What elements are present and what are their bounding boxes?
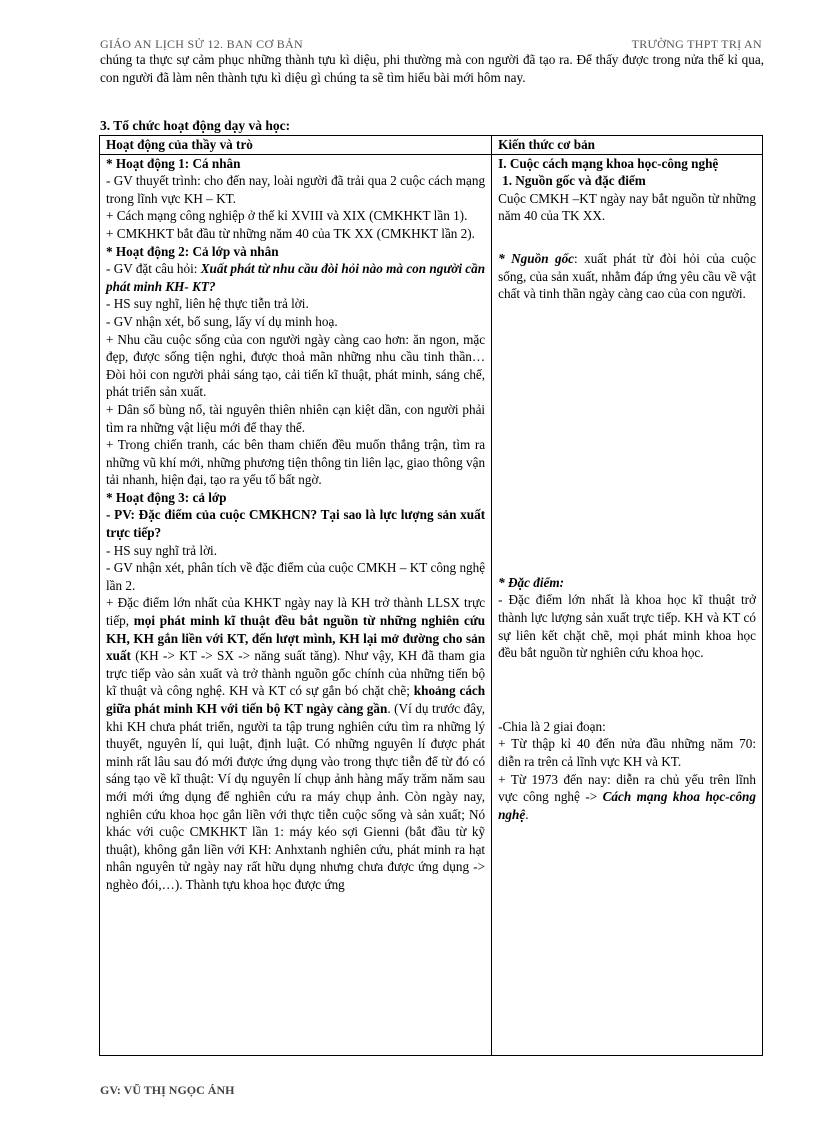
spacer — [498, 225, 756, 250]
activity-3-question: - PV: Đặc điểm của cuộc CMKHCN? Tại sao là lực lượng sản xuất trực tiếp? — [106, 507, 486, 541]
knowledge-title: I. Cuộc cách mạng khoa học-công nghệ — [498, 155, 719, 171]
section-title: 3. Tổ chức hoạt động dạy và học: — [100, 118, 291, 133]
activity-2-text: + Nhu cầu cuộc sống của con người ngày càng cao hơn: ăn ngon, mặc đẹp, được sống tiện nghi, được thoả mãn những nhu cầu tinh thần… Đòi hỏi con người phải sáng tạo, cải tiến kĩ thuật, phát minh, sáng chế, phát triển sản xuất. — [106, 331, 486, 400]
activity-3-title: * Hoạt động 3: cả lớp — [106, 489, 227, 505]
lesson-table — [99, 135, 763, 1056]
activities-cell — [100, 154, 492, 1055]
knowledge-subtitle: 1. Nguồn gốc và đặc điểm — [502, 173, 646, 189]
stage-2-end: . — [525, 806, 529, 822]
activity-2-question — [106, 260, 485, 295]
stages-intro: -Chia là 2 giai đoạn: — [498, 718, 606, 734]
question-prefix: - GV đặt câu hỏi: — [106, 261, 201, 277]
header-left: GIÁO AN LỊCH SỬ 12. BAN CƠ BẢN — [100, 37, 303, 51]
activity-3-text: - GV nhận xét, phân tích về đặc điểm của cuộc CMKH – KT công nghệ lần 2. — [106, 560, 486, 593]
stage-2 — [498, 771, 756, 824]
activity-1-text: + CMKHKT bắt đầu từ những năm 40 của TK XX (CMKHKT lần 2). — [106, 225, 475, 241]
intro-paragraph: chúng ta thực sự cảm phục những thành tựu kì diệu, phi thường mà con người đã tạo ra. Để thấy được trong nửa thế kỉ qua, con người đã làm nên thành tựu kì diệu gì chúng ta sẽ tìm hiểu bài mới hôm nay. — [100, 52, 764, 85]
activity-2-text: + Trong chiến tranh, các bên tham chiến đều muốn thắng trận, tìm ra những vũ khí mới, những phương tiện thông tin liên lạc, giao thông vận tải nhanh, hiện đại, tạo ra yếu tố bất ngờ. — [106, 437, 486, 488]
feature-label: * Đặc điểm: — [498, 574, 565, 590]
activity-2-text: + Dân số bùng nổ, tài nguyên thiên nhiên cạn kiệt dần, con người phải tìm ra những vật liệu mới để thay thế. — [106, 401, 486, 435]
stage-1: + Từ thập kỉ 40 đến nửa đầu những năm 70: diễn ra trên cả lĩnh vực KH và KT. — [498, 736, 756, 769]
table-body-row — [100, 154, 763, 1055]
activity-3-text: - HS suy nghĩ trả lời. — [106, 542, 218, 558]
activity-1-text: + Cách mạng công nghiệp ở thế kỉ XVIII và XIX (CMKHKT lần 1). — [106, 208, 468, 224]
stage-2-emphasis: Cách mạng khoa học-công nghệ — [498, 789, 756, 822]
activity-1-text: - GV thuyết trình: cho đến nay, loài người đã trải qua 2 cuộc cách mạng trong lĩnh vực KH – KT. — [106, 173, 486, 206]
feature-text: - Đặc điểm lớn nhất là khoa học kĩ thuật trở thành lực lượng sản xuất trực tiếp. KH và KT có sự liên kết chặt chẽ, mọi phát minh khoa học đều bắt nguồn từ nghiên cứu khoa học. — [498, 592, 756, 661]
activity-3-analysis — [106, 594, 485, 893]
analysis-bold: mọi phát minh kĩ thuật đều bắt nguồn từ những nghiên cứu KH, KH gắn liền với KT, đến lượt mình, KH lại mở đường cho sản xuất — [106, 613, 486, 664]
knowledge-cell — [492, 154, 763, 1055]
column-header-knowledge: Kiến thức cơ bản — [492, 136, 763, 155]
origin-paragraph — [498, 250, 756, 303]
activity-2-title: * Hoạt động 2: Cả lớp và nhân — [106, 243, 279, 259]
activity-2-text: - HS suy nghĩ, liên hệ thực tiễn trả lời. — [106, 296, 309, 312]
spacer — [498, 303, 756, 574]
origin-text: : xuất phát từ đòi hỏi của cuộc sống, của sản xuất, nhằm đáp ứng yêu cầu về vật chất và tinh thần ngày càng cao của con người. — [498, 250, 756, 302]
analysis-part: . (Ví dụ trước đây, khi KH chưa phát triển, người ta tập trung nghiên cứu tìm ra những lý thuyết, nguyên lí, qui luật, định luật. Có những nguyên lí được phát minh rất lâu sau đó mới được ứng dụng vào trong thực tiễn để từ đó có sáng tạo về kĩ thuật: Ví dụ nguyên lí chụp ảnh hàng mấy trăm năm sau mới mới ứng dụng để nghiên cứu ra máy chụp ảnh. Còn ngày nay, nghiên cứu khoa học gắn liền với thực tiễn cuộc sống và sản xuất; Nó khác với cuộc CMKHKT lần 1: máy kéo sợi Gienni (bắt đầu từ kỹ thuật), không gắn liền với KH: Anhxtanh nghiên cứu, phát minh ra hạt nhân nguyên tử ngày nay rất hữu dụng nhưng chưa được ứng dụng -> nghèo đói,…). Thành tựu khoa học được ứng — [106, 701, 486, 892]
spacer — [498, 662, 756, 718]
analysis-part: (KH -> KT -> SX -> năng suất tăng). Như vậy, KH đã tham gia trực tiếp vào sản xuất và trở thành nguồn gốc chính của những tiến bộ kĩ thuật và công nghệ. KH và KT có sự gắn bó chặt chẽ; — [106, 648, 486, 699]
column-header-teacher-student: Hoạt động của thầy và trò — [100, 136, 492, 155]
analysis-bold: khoảng cách giữa phát minh KH với tiến bộ KT ngày càng gần — [106, 683, 486, 716]
origin-label: * Nguồn gốc — [498, 250, 575, 266]
knowledge-text: Cuộc CMKH –KT ngày nay bắt nguồn từ những năm 40 của TK XX. — [498, 190, 756, 224]
analysis-part: + Đặc điểm lớn nhất của KHKT ngày nay là KH trở thành LLSX trực tiếp, — [106, 595, 486, 629]
stage-2-text: + Từ 1973 đến nay: diễn ra chủ yếu trên lĩnh vực công nghệ -> — [498, 771, 756, 805]
activity-1-title: * Hoạt động 1: Cá nhân — [106, 155, 241, 171]
activity-2-text: - GV nhận xét, bổ sung, lấy ví dụ minh hoạ. — [106, 313, 338, 329]
table-header-row — [100, 136, 763, 155]
question-text: Xuất phát từ nhu cầu đòi hỏi nào mà con người cần phát minh KH- KT? — [106, 261, 486, 294]
header-right: TRƯỜNG THPT TRỊ AN — [631, 37, 762, 51]
footer-teacher: GV: VŨ THỊ NGỌC ÁNH — [100, 1083, 235, 1097]
